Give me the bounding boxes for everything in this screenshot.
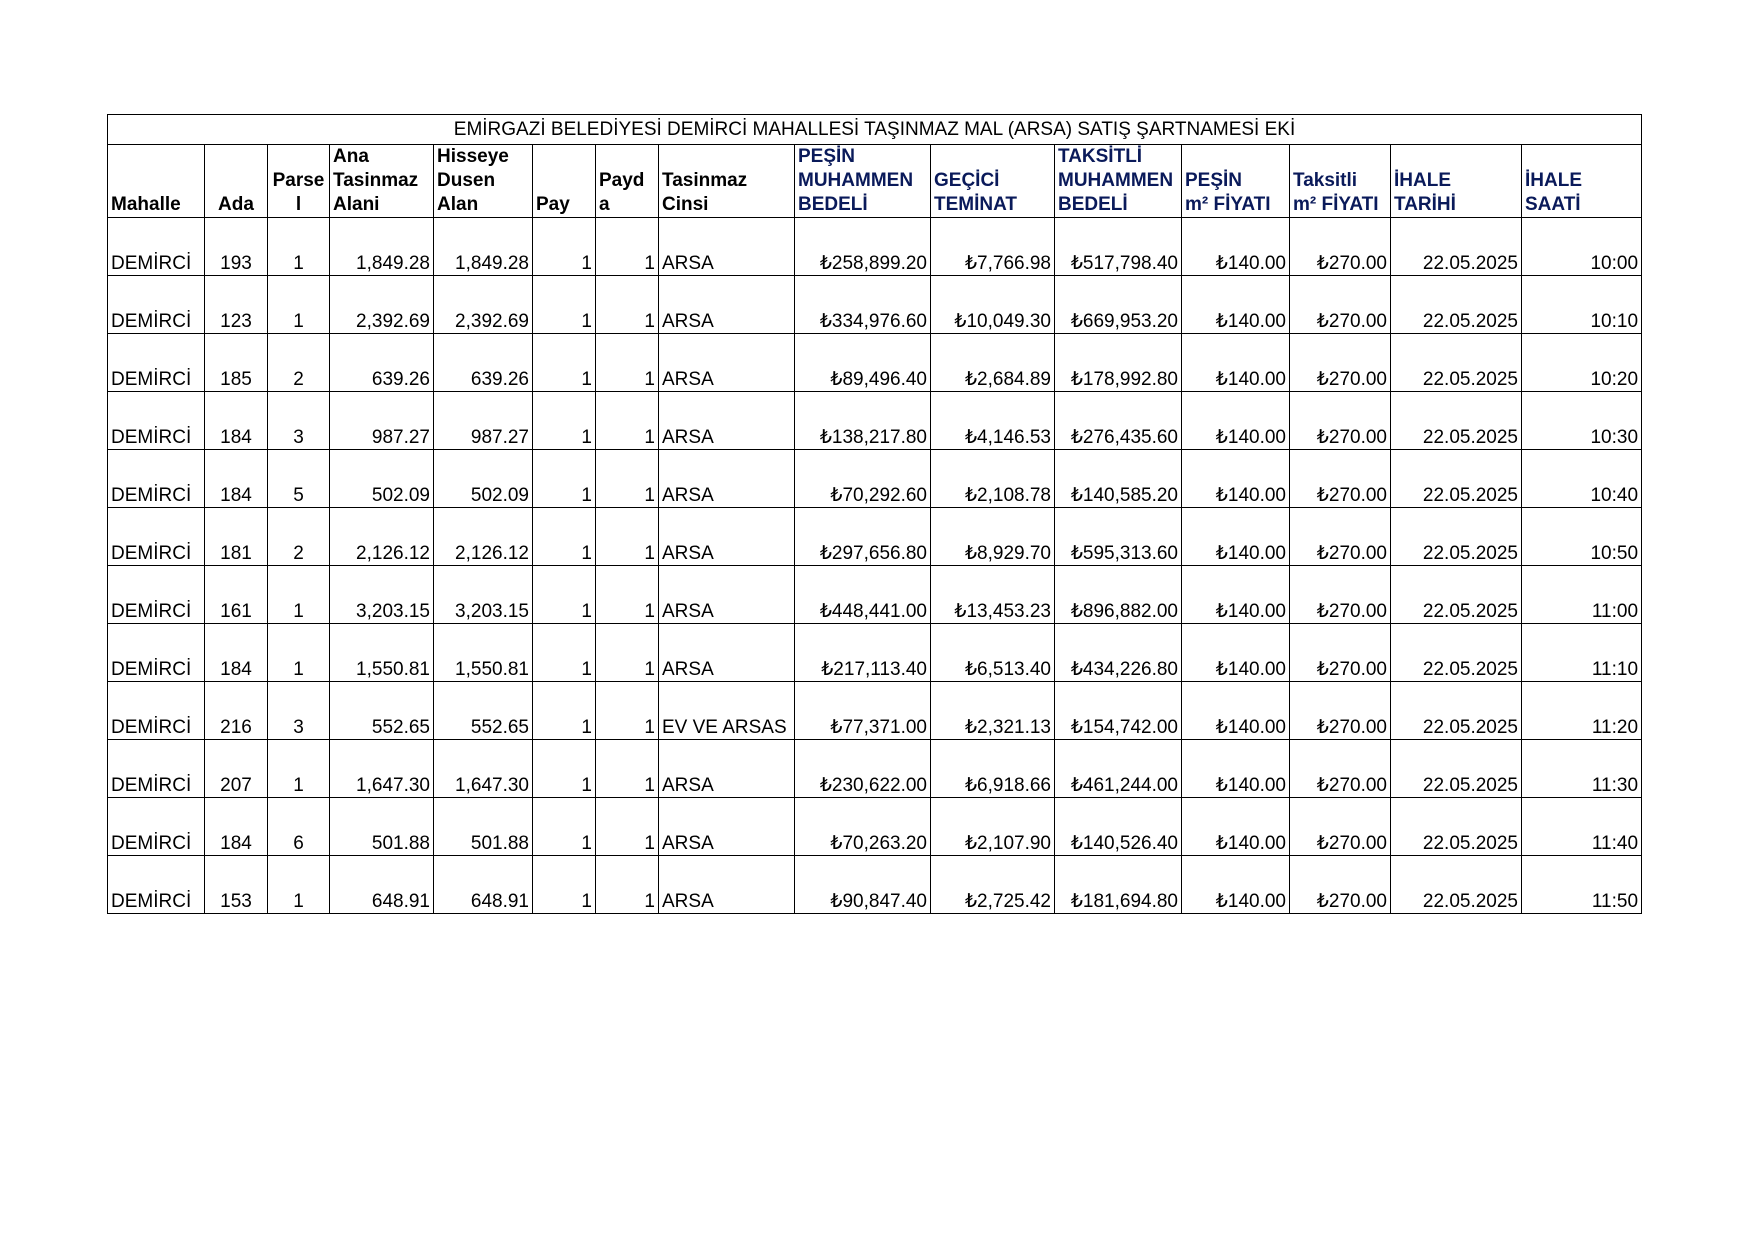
cell-ihale-tarihi: 22.05.2025	[1391, 508, 1522, 566]
cell-ada: 153	[205, 856, 268, 914]
cell-teminat: ₺6,513.40	[931, 624, 1055, 682]
cell-teminat: ₺10,049.30	[931, 276, 1055, 334]
cell-taksitli-m2: ₺270.00	[1290, 392, 1391, 450]
table-row	[108, 450, 1642, 508]
property-sale-table	[107, 114, 1642, 914]
cell-ihale-saati: 11:30	[1522, 740, 1642, 798]
cell-pay: 1	[533, 566, 596, 624]
cell-ada: 181	[205, 508, 268, 566]
cell-ihale-tarihi: 22.05.2025	[1391, 682, 1522, 740]
cell-teminat: ₺2,107.90	[931, 798, 1055, 856]
cell-pesin-m2: ₺140.00	[1182, 334, 1290, 392]
cell-pay: 1	[533, 856, 596, 914]
cell-taksitli-m2: ₺270.00	[1290, 624, 1391, 682]
cell-payda: 1	[596, 334, 659, 392]
cell-cins: ARSA	[659, 566, 795, 624]
cell-mahalle: DEMİRCİ	[108, 682, 205, 740]
cell-pesin-bedel: ₺297,656.80	[795, 508, 931, 566]
cell-payda: 1	[596, 508, 659, 566]
cell-taksitli-m2: ₺270.00	[1290, 856, 1391, 914]
cell-pesin-m2: ₺140.00	[1182, 218, 1290, 276]
cell-teminat: ₺2,321.13	[931, 682, 1055, 740]
cell-pay: 1	[533, 392, 596, 450]
cell-ana-alan: 552.65	[330, 682, 434, 740]
cell-ihale-saati: 11:20	[1522, 682, 1642, 740]
cell-parsel: 1	[268, 218, 330, 276]
cell-taksitli-bedel: ₺178,992.80	[1055, 334, 1182, 392]
cell-taksitli-bedel: ₺276,435.60	[1055, 392, 1182, 450]
cell-payda: 1	[596, 856, 659, 914]
header-teminat: GEÇİCİ TEMİNAT	[931, 145, 1055, 218]
cell-cins: ARSA	[659, 392, 795, 450]
cell-mahalle: DEMİRCİ	[108, 856, 205, 914]
cell-teminat: ₺8,929.70	[931, 508, 1055, 566]
cell-hisse-alan: 2,392.69	[434, 276, 533, 334]
cell-pesin-m2: ₺140.00	[1182, 798, 1290, 856]
cell-hisse-alan: 1,647.30	[434, 740, 533, 798]
cell-ihale-saati: 10:50	[1522, 508, 1642, 566]
cell-hisse-alan: 501.88	[434, 798, 533, 856]
header-cins: Tasinmaz Cinsi	[659, 145, 795, 218]
cell-cins: ARSA	[659, 798, 795, 856]
header-pay: Pay	[533, 145, 596, 218]
cell-taksitli-m2: ₺270.00	[1290, 334, 1391, 392]
cell-ana-alan: 501.88	[330, 798, 434, 856]
cell-teminat: ₺2,684.89	[931, 334, 1055, 392]
cell-ihale-tarihi: 22.05.2025	[1391, 624, 1522, 682]
cell-taksitli-bedel: ₺896,882.00	[1055, 566, 1182, 624]
cell-taksitli-bedel: ₺669,953.20	[1055, 276, 1182, 334]
cell-ihale-saati: 10:40	[1522, 450, 1642, 508]
cell-cins: EV VE ARSAS	[659, 682, 795, 740]
cell-mahalle: DEMİRCİ	[108, 798, 205, 856]
cell-mahalle: DEMİRCİ	[108, 566, 205, 624]
table-row	[108, 740, 1642, 798]
cell-ada: 184	[205, 624, 268, 682]
header-ihale-saati: İHALE SAATİ	[1522, 145, 1642, 218]
cell-payda: 1	[596, 798, 659, 856]
document-title: EMİRGAZİ BELEDİYESİ DEMİRCİ MAHALLESİ TAŞINMAZ MAL (ARSA) SATIŞ ŞARTNAMESİ EKİ	[108, 115, 1642, 145]
cell-ihale-tarihi: 22.05.2025	[1391, 740, 1522, 798]
cell-hisse-alan: 639.26	[434, 334, 533, 392]
header-pesin-m2: PEŞİN m² FİYATI	[1182, 145, 1290, 218]
cell-ihale-tarihi: 22.05.2025	[1391, 798, 1522, 856]
cell-payda: 1	[596, 276, 659, 334]
cell-mahalle: DEMİRCİ	[108, 740, 205, 798]
cell-ihale-tarihi: 22.05.2025	[1391, 450, 1522, 508]
table-row	[108, 508, 1642, 566]
cell-taksitli-m2: ₺270.00	[1290, 682, 1391, 740]
cell-ada: 184	[205, 798, 268, 856]
cell-ana-alan: 2,126.12	[330, 508, 434, 566]
header-row	[108, 145, 1642, 218]
cell-pay: 1	[533, 508, 596, 566]
cell-pesin-m2: ₺140.00	[1182, 392, 1290, 450]
cell-pesin-bedel: ₺77,371.00	[795, 682, 931, 740]
cell-hisse-alan: 3,203.15	[434, 566, 533, 624]
table-row	[108, 682, 1642, 740]
cell-mahalle: DEMİRCİ	[108, 508, 205, 566]
cell-pesin-bedel: ₺334,976.60	[795, 276, 931, 334]
cell-pesin-m2: ₺140.00	[1182, 450, 1290, 508]
cell-pesin-bedel: ₺90,847.40	[795, 856, 931, 914]
cell-pay: 1	[533, 334, 596, 392]
cell-taksitli-m2: ₺270.00	[1290, 276, 1391, 334]
cell-payda: 1	[596, 740, 659, 798]
cell-ihale-saati: 11:50	[1522, 856, 1642, 914]
cell-cins: ARSA	[659, 624, 795, 682]
cell-parsel: 3	[268, 392, 330, 450]
cell-pesin-bedel: ₺217,113.40	[795, 624, 931, 682]
cell-pesin-bedel: ₺448,441.00	[795, 566, 931, 624]
cell-mahalle: DEMİRCİ	[108, 450, 205, 508]
cell-pesin-m2: ₺140.00	[1182, 566, 1290, 624]
cell-teminat: ₺6,918.66	[931, 740, 1055, 798]
cell-ihale-saati: 10:30	[1522, 392, 1642, 450]
cell-parsel: 6	[268, 798, 330, 856]
cell-taksitli-bedel: ₺140,585.20	[1055, 450, 1182, 508]
cell-pay: 1	[533, 740, 596, 798]
cell-ihale-saati: 11:40	[1522, 798, 1642, 856]
header-payda: Payd a	[596, 145, 659, 218]
table-row	[108, 566, 1642, 624]
cell-parsel: 5	[268, 450, 330, 508]
cell-hisse-alan: 987.27	[434, 392, 533, 450]
cell-ada: 185	[205, 334, 268, 392]
cell-taksitli-m2: ₺270.00	[1290, 566, 1391, 624]
cell-cins: ARSA	[659, 450, 795, 508]
cell-cins: ARSA	[659, 508, 795, 566]
cell-hisse-alan: 502.09	[434, 450, 533, 508]
cell-hisse-alan: 1,550.81	[434, 624, 533, 682]
cell-ihale-saati: 10:00	[1522, 218, 1642, 276]
cell-ihale-saati: 10:10	[1522, 276, 1642, 334]
table-row	[108, 392, 1642, 450]
cell-pay: 1	[533, 682, 596, 740]
cell-payda: 1	[596, 566, 659, 624]
cell-hisse-alan: 648.91	[434, 856, 533, 914]
cell-taksitli-m2: ₺270.00	[1290, 218, 1391, 276]
cell-pay: 1	[533, 624, 596, 682]
cell-ana-alan: 502.09	[330, 450, 434, 508]
cell-hisse-alan: 552.65	[434, 682, 533, 740]
cell-ada: 161	[205, 566, 268, 624]
cell-pesin-m2: ₺140.00	[1182, 856, 1290, 914]
cell-pesin-m2: ₺140.00	[1182, 682, 1290, 740]
cell-payda: 1	[596, 682, 659, 740]
cell-ada: 216	[205, 682, 268, 740]
cell-mahalle: DEMİRCİ	[108, 624, 205, 682]
cell-ana-alan: 2,392.69	[330, 276, 434, 334]
cell-ada: 193	[205, 218, 268, 276]
cell-ada: 207	[205, 740, 268, 798]
cell-ana-alan: 648.91	[330, 856, 434, 914]
cell-payda: 1	[596, 624, 659, 682]
cell-ada: 184	[205, 392, 268, 450]
cell-mahalle: DEMİRCİ	[108, 334, 205, 392]
cell-teminat: ₺2,108.78	[931, 450, 1055, 508]
cell-pesin-m2: ₺140.00	[1182, 276, 1290, 334]
header-taksitli-m2: Taksitli m² FİYATI	[1290, 145, 1391, 218]
cell-ihale-tarihi: 22.05.2025	[1391, 276, 1522, 334]
cell-pesin-bedel: ₺89,496.40	[795, 334, 931, 392]
header-taksitli-bedel: TAKSİTLİ MUHAMMEN BEDELİ	[1055, 145, 1182, 218]
cell-cins: ARSA	[659, 740, 795, 798]
cell-pesin-bedel: ₺138,217.80	[795, 392, 931, 450]
cell-mahalle: DEMİRCİ	[108, 276, 205, 334]
cell-parsel: 3	[268, 682, 330, 740]
cell-mahalle: DEMİRCİ	[108, 218, 205, 276]
cell-ana-alan: 639.26	[330, 334, 434, 392]
cell-hisse-alan: 2,126.12	[434, 508, 533, 566]
cell-teminat: ₺7,766.98	[931, 218, 1055, 276]
cell-parsel: 2	[268, 508, 330, 566]
cell-cins: ARSA	[659, 276, 795, 334]
cell-pay: 1	[533, 798, 596, 856]
cell-ihale-saati: 11:10	[1522, 624, 1642, 682]
cell-ada: 184	[205, 450, 268, 508]
table-row	[108, 276, 1642, 334]
header-mahalle: Mahalle	[108, 145, 205, 218]
cell-taksitli-m2: ₺270.00	[1290, 508, 1391, 566]
cell-parsel: 1	[268, 856, 330, 914]
cell-pesin-bedel: ₺258,899.20	[795, 218, 931, 276]
cell-parsel: 2	[268, 334, 330, 392]
table-row	[108, 218, 1642, 276]
cell-taksitli-bedel: ₺434,226.80	[1055, 624, 1182, 682]
cell-taksitli-bedel: ₺595,313.60	[1055, 508, 1182, 566]
cell-ihale-saati: 11:00	[1522, 566, 1642, 624]
cell-pay: 1	[533, 276, 596, 334]
table-row	[108, 624, 1642, 682]
cell-taksitli-m2: ₺270.00	[1290, 450, 1391, 508]
table-row	[108, 856, 1642, 914]
cell-ihale-tarihi: 22.05.2025	[1391, 218, 1522, 276]
cell-pesin-m2: ₺140.00	[1182, 740, 1290, 798]
header-ana-alan: Ana Tasinmaz Alani	[330, 145, 434, 218]
cell-ana-alan: 1,647.30	[330, 740, 434, 798]
cell-mahalle: DEMİRCİ	[108, 392, 205, 450]
cell-ana-alan: 987.27	[330, 392, 434, 450]
cell-pesin-bedel: ₺70,263.20	[795, 798, 931, 856]
cell-pesin-m2: ₺140.00	[1182, 624, 1290, 682]
cell-ihale-tarihi: 22.05.2025	[1391, 392, 1522, 450]
cell-taksitli-bedel: ₺517,798.40	[1055, 218, 1182, 276]
cell-parsel: 1	[268, 624, 330, 682]
cell-pay: 1	[533, 218, 596, 276]
cell-taksitli-bedel: ₺140,526.40	[1055, 798, 1182, 856]
cell-parsel: 1	[268, 276, 330, 334]
cell-payda: 1	[596, 450, 659, 508]
cell-teminat: ₺13,453.23	[931, 566, 1055, 624]
cell-payda: 1	[596, 392, 659, 450]
table-row	[108, 334, 1642, 392]
cell-ihale-saati: 10:20	[1522, 334, 1642, 392]
cell-ihale-tarihi: 22.05.2025	[1391, 566, 1522, 624]
cell-teminat: ₺2,725.42	[931, 856, 1055, 914]
cell-ana-alan: 1,550.81	[330, 624, 434, 682]
cell-taksitli-bedel: ₺181,694.80	[1055, 856, 1182, 914]
cell-ana-alan: 3,203.15	[330, 566, 434, 624]
cell-pesin-bedel: ₺230,622.00	[795, 740, 931, 798]
cell-payda: 1	[596, 218, 659, 276]
header-hisse-alan: Hisseye Dusen Alan	[434, 145, 533, 218]
cell-parsel: 1	[268, 740, 330, 798]
cell-teminat: ₺4,146.53	[931, 392, 1055, 450]
cell-taksitli-m2: ₺270.00	[1290, 798, 1391, 856]
cell-hisse-alan: 1,849.28	[434, 218, 533, 276]
header-ada: Ada	[205, 145, 268, 218]
header-pesin-bedel: PEŞİN MUHAMMEN BEDELİ	[795, 145, 931, 218]
table-row	[108, 798, 1642, 856]
header-parsel: Parse l	[268, 145, 330, 218]
cell-ihale-tarihi: 22.05.2025	[1391, 856, 1522, 914]
cell-taksitli-bedel: ₺461,244.00	[1055, 740, 1182, 798]
cell-taksitli-bedel: ₺154,742.00	[1055, 682, 1182, 740]
cell-pesin-m2: ₺140.00	[1182, 508, 1290, 566]
header-ihale-tarihi: İHALE TARİHİ	[1391, 145, 1522, 218]
cell-pay: 1	[533, 450, 596, 508]
cell-pesin-bedel: ₺70,292.60	[795, 450, 931, 508]
cell-cins: ARSA	[659, 856, 795, 914]
cell-parsel: 1	[268, 566, 330, 624]
cell-ada: 123	[205, 276, 268, 334]
cell-cins: ARSA	[659, 334, 795, 392]
cell-cins: ARSA	[659, 218, 795, 276]
cell-ana-alan: 1,849.28	[330, 218, 434, 276]
cell-taksitli-m2: ₺270.00	[1290, 740, 1391, 798]
cell-ihale-tarihi: 22.05.2025	[1391, 334, 1522, 392]
